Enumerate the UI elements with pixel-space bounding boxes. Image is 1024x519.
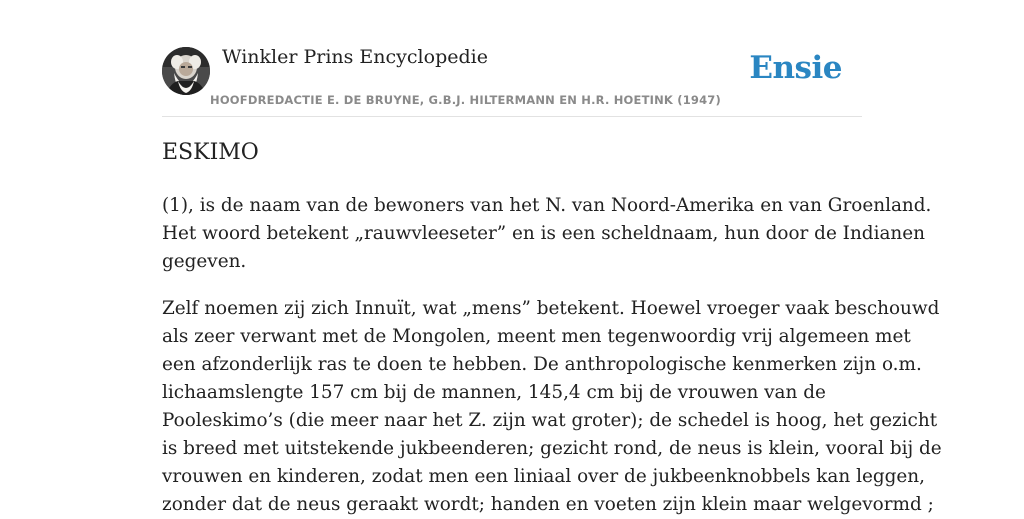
editorial-credit: HOOFDREDACTIE E. DE BRUYNE, G.B.J. HILTERMANN EN H.R. HOETINK (1947) bbox=[210, 93, 721, 107]
ensie-logo-link[interactable]: Ensie bbox=[749, 50, 842, 86]
paragraph-line: een afzonderlijk ras te doen te hebben. De anthropologische kenmerken zijn o.m. bbox=[162, 354, 922, 375]
paragraph-line: zonder dat de neus geraakt wordt; handen en voeten zijn klein maar welgevormd ; bbox=[162, 494, 934, 515]
paragraph-line: lichaamslengte 157 cm bij de mannen, 145,4 cm bij de vrouwen van de bbox=[162, 382, 826, 403]
paragraph-line: Zelf noemen zij zich Innuït, wat „mens” betekent. Hoewel vroeger vaak beschouwd bbox=[162, 298, 940, 319]
article-paragraph bbox=[162, 192, 932, 276]
paragraph-line: Pooleskimo’s (die meer naar het Z. zijn wat groter); de schedel is hoog, het gezicht bbox=[162, 410, 938, 431]
article-title: ESKIMO bbox=[162, 140, 259, 165]
paragraph-line: als zeer verwant met de Mongolen, meent men tegenwoordig vrij algemeen met bbox=[162, 326, 911, 347]
paragraph-line: vrouwen en kinderen, zodat men een liniaal over de jukbeenknobbels kan leggen, bbox=[162, 466, 925, 487]
page bbox=[162, 0, 942, 515]
site-title-link[interactable]: Winkler Prins Encyclopedie bbox=[222, 46, 488, 68]
paragraph-line: (1), is de naam van de bewoners van het N. van Noord-Amerika en van Groenland. bbox=[162, 195, 932, 216]
article-paragraph bbox=[162, 295, 942, 519]
site-header bbox=[162, 44, 862, 117]
paragraph-line: Het woord betekent „rauwvleeseter” en is een scheldnaam, hun door de Indianen bbox=[162, 223, 925, 244]
paragraph-line: gegeven. bbox=[162, 251, 247, 272]
paragraph-line: is breed met uitstekende jukbeenderen; gezicht rond, de neus is klein, vooral bij de bbox=[162, 438, 942, 459]
bearded-man-portrait-icon[interactable] bbox=[162, 47, 210, 95]
